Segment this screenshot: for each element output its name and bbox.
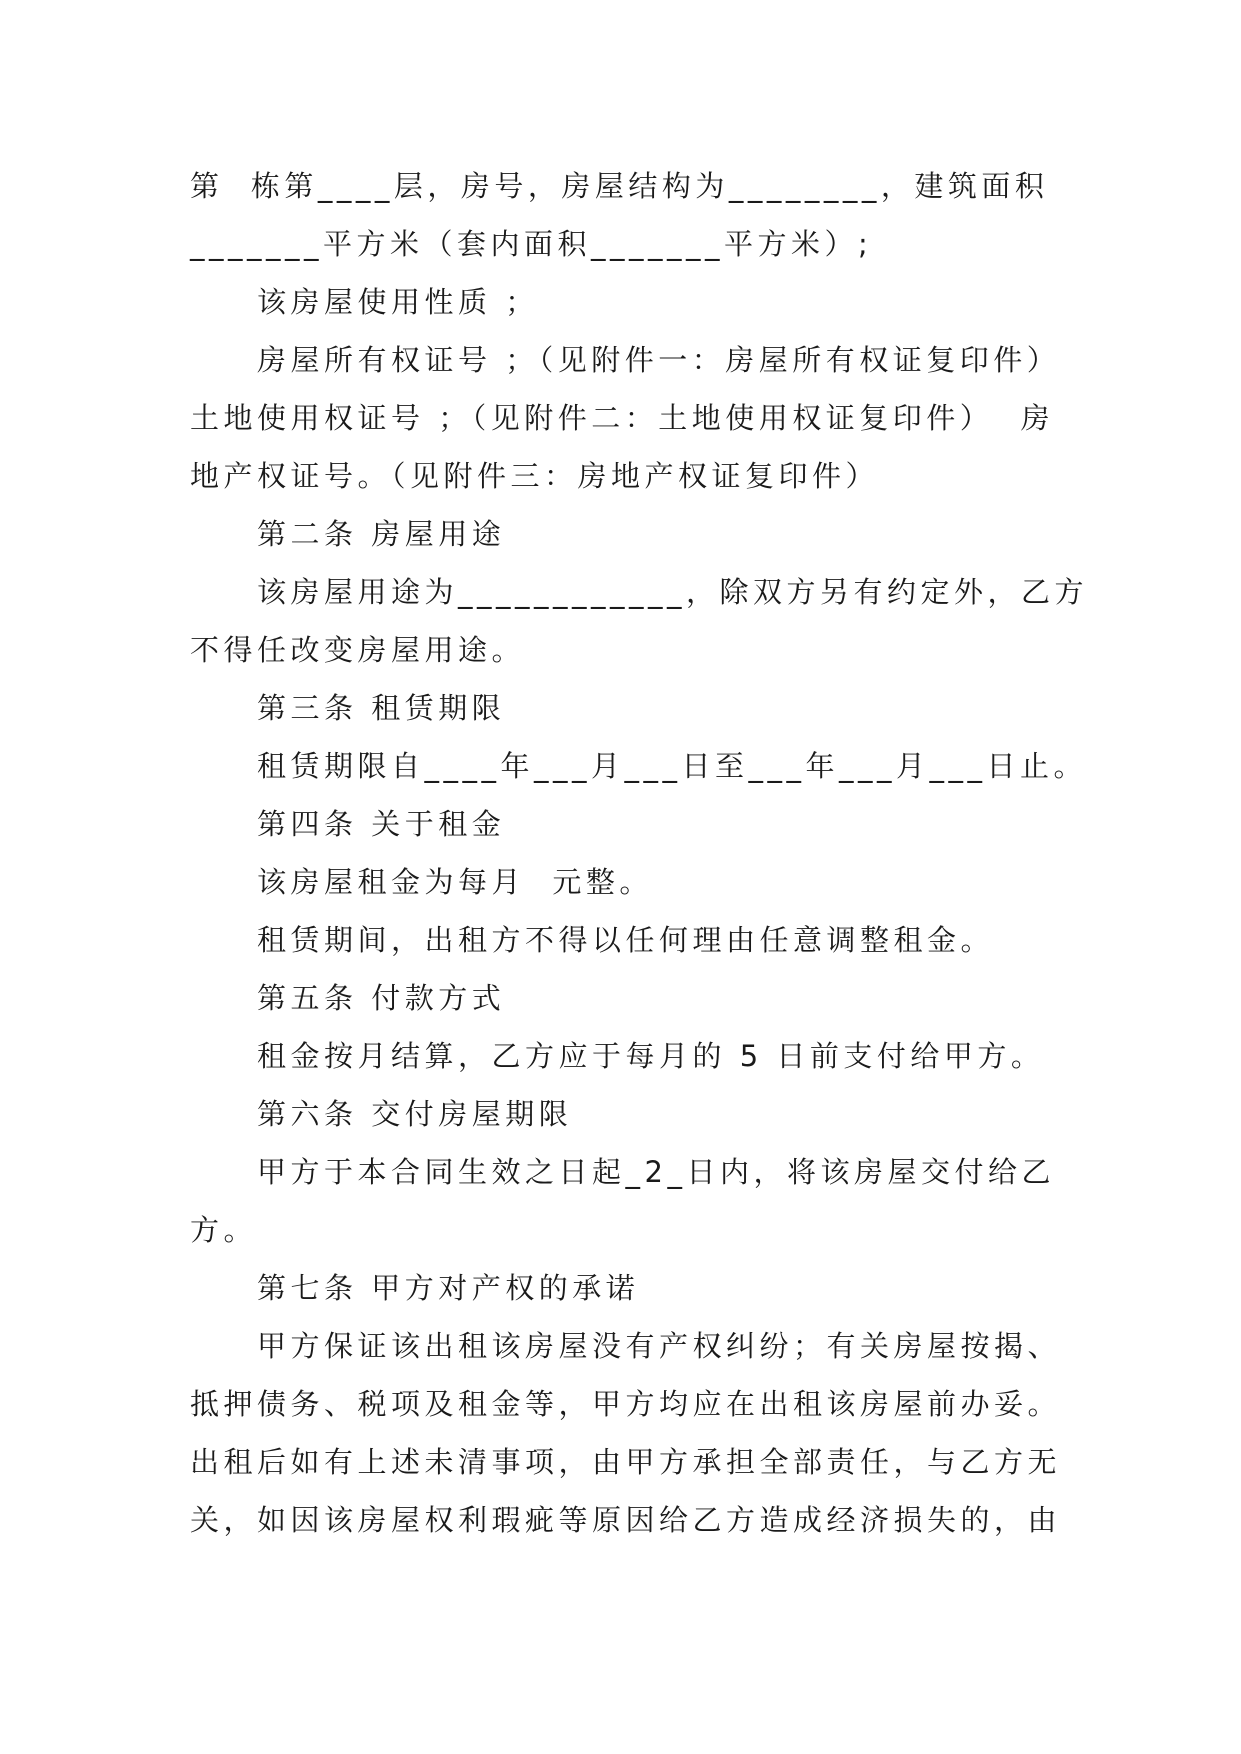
- text-line: 不得任改变房屋用途。: [190, 633, 526, 667]
- text-line: 地产权证号。（见附件三：房地产权证复印件）: [190, 459, 880, 493]
- text-line: 第 栋第____层，房号，房屋结构为________，建筑面积: [190, 169, 1049, 203]
- text-line: _______平方米（套内面积_______平方米）;: [190, 227, 873, 261]
- text-line: 土地使用权证号 ；（见附件二：土地使用权证复印件） 房: [190, 401, 1055, 435]
- text-line: 租赁期限自____年___月___日至___年___月___日止。: [257, 749, 1088, 783]
- text-line: 甲方于本合同生效之日起_2_日内，将该房屋交付给乙: [257, 1155, 1055, 1189]
- text-line: 租赁期间，出租方不得以任何理由任意调整租金。: [257, 923, 995, 957]
- section-heading: 第七条 甲方对产权的承诺: [257, 1271, 640, 1305]
- section-heading: 第五条 付款方式: [257, 981, 506, 1015]
- text-line: 出租后如有上述未清事项，由甲方承担全部责任，与乙方无: [190, 1445, 1062, 1479]
- text-line: 租金按月结算，乙方应于每月的 5 日前支付给甲方。: [257, 1039, 1045, 1073]
- text-line: 甲方保证该出租该房屋没有产权纠纷；有关房屋按揭、: [257, 1329, 1062, 1363]
- text-line: 该房屋使用性质 ；: [257, 285, 539, 319]
- text-line: 房屋所有权证号 ；（见附件一：房屋所有权证复印件）: [257, 343, 1061, 377]
- text-line: 方。: [190, 1213, 258, 1247]
- text-line: 该房屋用途为____________，除双方另有约定外，乙方: [257, 575, 1089, 609]
- text-line: 该房屋租金为每月 元整。: [257, 865, 653, 899]
- section-heading: 第二条 房屋用途: [257, 517, 506, 551]
- text-line: 关，如因该房屋权利瑕疵等原因给乙方造成经济损失的，由: [190, 1503, 1062, 1537]
- text-line: 抵押债务、税项及租金等，甲方均应在出租该房屋前办妥。: [190, 1387, 1062, 1421]
- section-heading: 第三条 租赁期限: [257, 691, 506, 725]
- section-heading: 第六条 交付房屋期限: [257, 1097, 573, 1131]
- section-heading: 第四条 关于租金: [257, 807, 506, 841]
